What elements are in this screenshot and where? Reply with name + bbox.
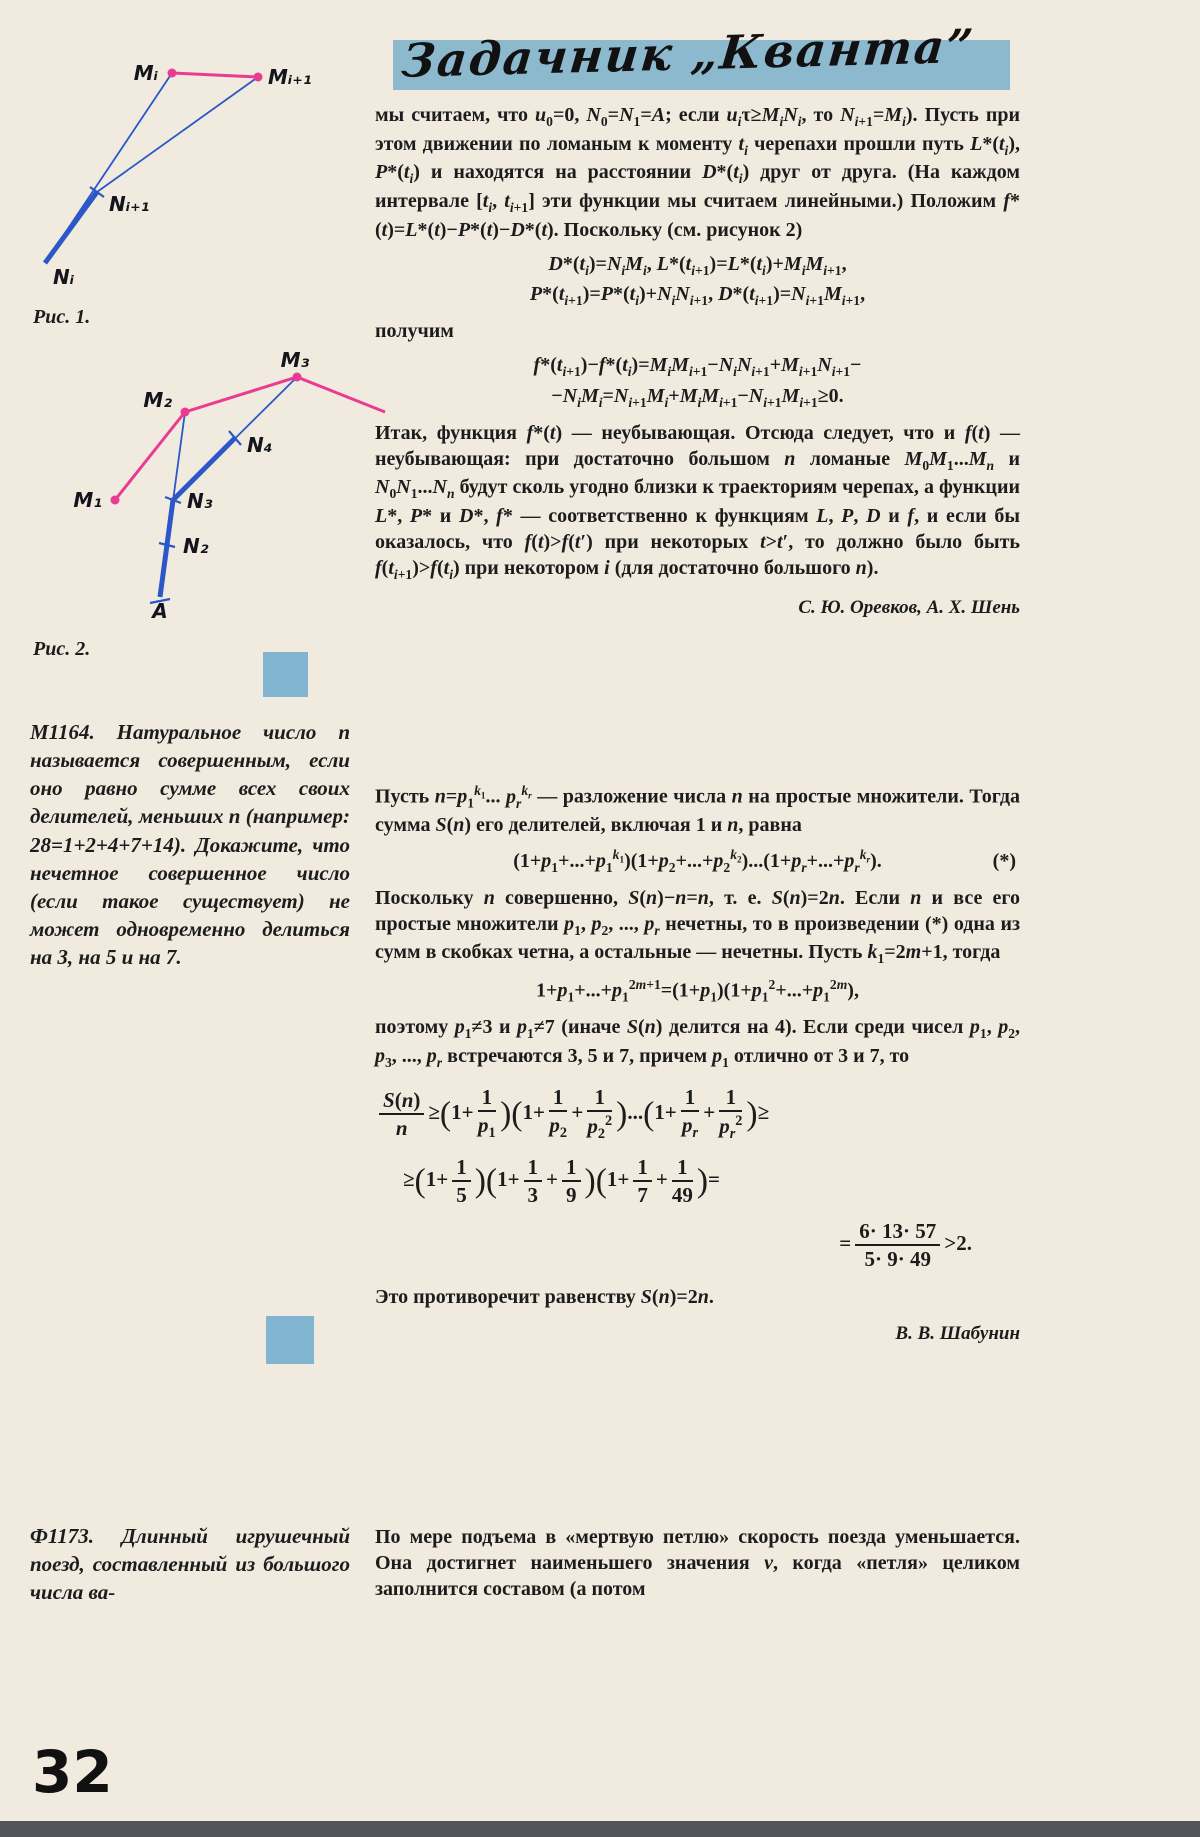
fig2-point-m3 (293, 373, 302, 382)
fig2-label-n4: N₄ (247, 433, 273, 457)
article-formula-a (375, 250, 1020, 311)
fig2-label-a: A (152, 599, 168, 620)
figure-1-caption: Рис. 1. (33, 306, 91, 328)
formula-b-line-1: $f*(t_{i+1})-f*(t_i)=M_iM_{i+1}-N_iN_{i+1}+M_{i+1}N_{i+1}-$ (533, 354, 862, 380)
fig2-segment-a-n3 (160, 500, 173, 597)
fig1-label-mi: Mᵢ (133, 61, 158, 85)
fig1-label-mi1: Mᵢ₊₁ (268, 65, 312, 89)
section-divider-square-1 (263, 652, 308, 697)
f1173-label: Ф1173. (30, 1524, 94, 1548)
f1173-statement: Длинный игрушечный поезд, составленный из большого числа ва- (30, 1524, 351, 1605)
fig1-label-ni: Nᵢ (53, 265, 75, 289)
article-paragraph-1: мы считаем, что $u_0=0$, $N_0=N_1=A$; если $u_i\tau\ge M_iN_i$, то $N_{i+1}=M_i$). Пусть при этом движении по ломаным к моменту $t_i$ черепахи прошли путь $L*(t_i)$, $P*(t_i)$ и находятся на расстоянии $D*(t_i)$ друг от друга. (На каждом интервале [$t_i$, $t_{i+1}$] эти функции мы считаем линейными.) Положим f*(t)=L*(t)−P*(t)−D*(t). Поскольку (см. рисунок 2) (375, 104, 1021, 241)
fig2-label-m1: M₁ (73, 488, 102, 512)
article-paragraph-2: Итак, функция f*(t) — неубывающая. Отсюда следует, что и f(t) — неубывающая: при достаточно большом n ломаные $M_0M_1...M_n$ и $N_0N_1...N_n$ будут сколь угодно близки к траекториям черепах, а функции L*, P* и D*, f* — соответственно к функциям L, P, D и f, и если бы оказалось, что f(t)>f(t′) при некоторых t>t′, то должно было быть $f(t_{i+1})>f(t_i)$ при некотором i (для достаточно большого n). (375, 421, 1021, 582)
article-formula-b (375, 351, 1020, 412)
solution-paragraph-1: Пусть $n=p_1^{k_1}$... $p_r^{k_r}$ — разложение числа n на простые множители. Тогда сумма S(n) его делителей, включая 1 и n, равна (375, 783, 1021, 837)
solution-fraction-line-1: $\frac{S(n)}{n}$ ≥(1+ $\frac{1}{p_1}$ )(1+ $\frac{1}{p_2}$ + $\frac{1}{p_2^2}$ )...(1+ $\frac{1}{p_r}$ + $\frac{1}{p_r^2}$ )≥ (375, 1086, 1020, 1142)
section-divider-square-2 (266, 1316, 314, 1364)
page-number: 32 (32, 1738, 113, 1806)
solution-formula-star (375, 845, 1020, 877)
bottom-paragraph: По мере подъема в «мертвую петлю» скорость поезда уменьшается. Она достигнет наименьшего значения v, когда «петля» целиком заполнится составом (а потом (375, 1526, 1020, 1600)
fig1-label-ni1: Nᵢ₊₁ (109, 192, 150, 216)
solution-formula-star-body: $(1+p_1+...+p_1^{k_1})(1+p_2+...+p_2^{k_2})...(1+p_r+...+p_r^{k_r})$. (513, 847, 882, 875)
fig1-line-ni1-mi1 (97, 77, 258, 192)
m1164-statement: Натуральное число n называется совершенным, если оно равно сумме всех своих делителей, меньших n (например: 28=1+2+4+7+14). Докажите, что нечетное совершенное число (если такое существует) не может одновременно делиться на 3, на 5 и на 7. (30, 720, 351, 969)
page-bottom-edge (0, 1821, 1200, 1837)
formula-a-line-1: $D*(t_i)=N_iM_i$, $L*(t_{i+1})=L*(t_i)+M_iM_{i+1}$, (548, 252, 847, 278)
fig2-point-m2 (181, 408, 190, 417)
figure-2 (30, 350, 390, 620)
figure-1 (20, 35, 360, 305)
solution-paragraph-3: поэтому $p_1\ne 3$ и $p_1\ne 7$ (иначе S(n) делится на 4). Если среди чисел $p_1$, $p_2$, $p_3$, ..., $p_r$ встречаются 3, 5 и 7, причем $p_1$ отлично от 3 и 7, то (375, 1016, 1021, 1071)
solution-m1164 (375, 782, 1020, 1347)
solution-paragraph-2: Поскольку n совершенно, S(n)−n=n, т. е. S(n)=2n. Если n и все его простые множители $p_1$, $p_2$, ..., $p_r$ нечетны, то в произведении (*) одна из сумм в скобках четна, а остальные — нечетны. Пусть $k_1=2m+1$, тогда (375, 886, 1021, 967)
article-signature: С. Ю. Оревков, А. Х. Шень (798, 596, 1020, 618)
problem-f1173 (30, 1522, 350, 1606)
m1164-label: М1164. (30, 720, 95, 744)
solution-signature: В. В. Шабунин (895, 1323, 1020, 1345)
fig2-label-m3: M₃ (280, 350, 310, 372)
formula-a-line-2: $P*(t_{i+1})=P*(t_i)+N_iN_{i+1}$, $D*(t_{i+1})=N_{i+1}M_{i+1}$, (529, 283, 866, 309)
solution-formula-2: $1+p_1+...+p_1^{2m+1}=(1+p_1)(1+p_1^2+...+p_1^{2m})$, (536, 977, 859, 1005)
article-column (375, 102, 1020, 620)
fig1-line-mi-mi1 (172, 73, 258, 77)
problem-m1164 (30, 718, 350, 971)
header-script-title: Задачник „Кванта” (399, 18, 978, 88)
fig1-point-mi1 (254, 73, 263, 82)
fig1-point-mi (168, 69, 177, 78)
solution-star-mark: (*) (992, 850, 1016, 873)
fig2-label-m2: M₂ (143, 388, 172, 412)
article-connector-text: получим (375, 320, 454, 343)
formula-b-line-2: $-N_iM_i=N_{i+1}M_i+M_iM_{i+1}-N_{i+1}M_{i+1}\ge 0$. (551, 384, 844, 410)
fig2-point-m1 (111, 496, 120, 505)
solution-fraction-line-2: ≥(1+ $\frac{1}{5}$ )(1+ $\frac{1}{3}$ + $\frac{1}{9}$ )(1+ $\frac{1}{7}$ + $\frac{1}{49}$ )= (403, 1154, 720, 1207)
fig2-label-n3: N₃ (187, 489, 213, 513)
solution-fraction-line-3: = $\frac{6\cdot 13\cdot 57}{5\cdot 9\cdot 49}$ >2. (839, 1219, 972, 1272)
fig2-label-n2: N₂ (183, 534, 209, 558)
fig1-segment-ni-ni1 (45, 192, 97, 263)
figure-2-caption: Рис. 2. (33, 638, 91, 660)
solution-paragraph-4: Это противоречит равенству S(n)=2n. (375, 1286, 714, 1309)
